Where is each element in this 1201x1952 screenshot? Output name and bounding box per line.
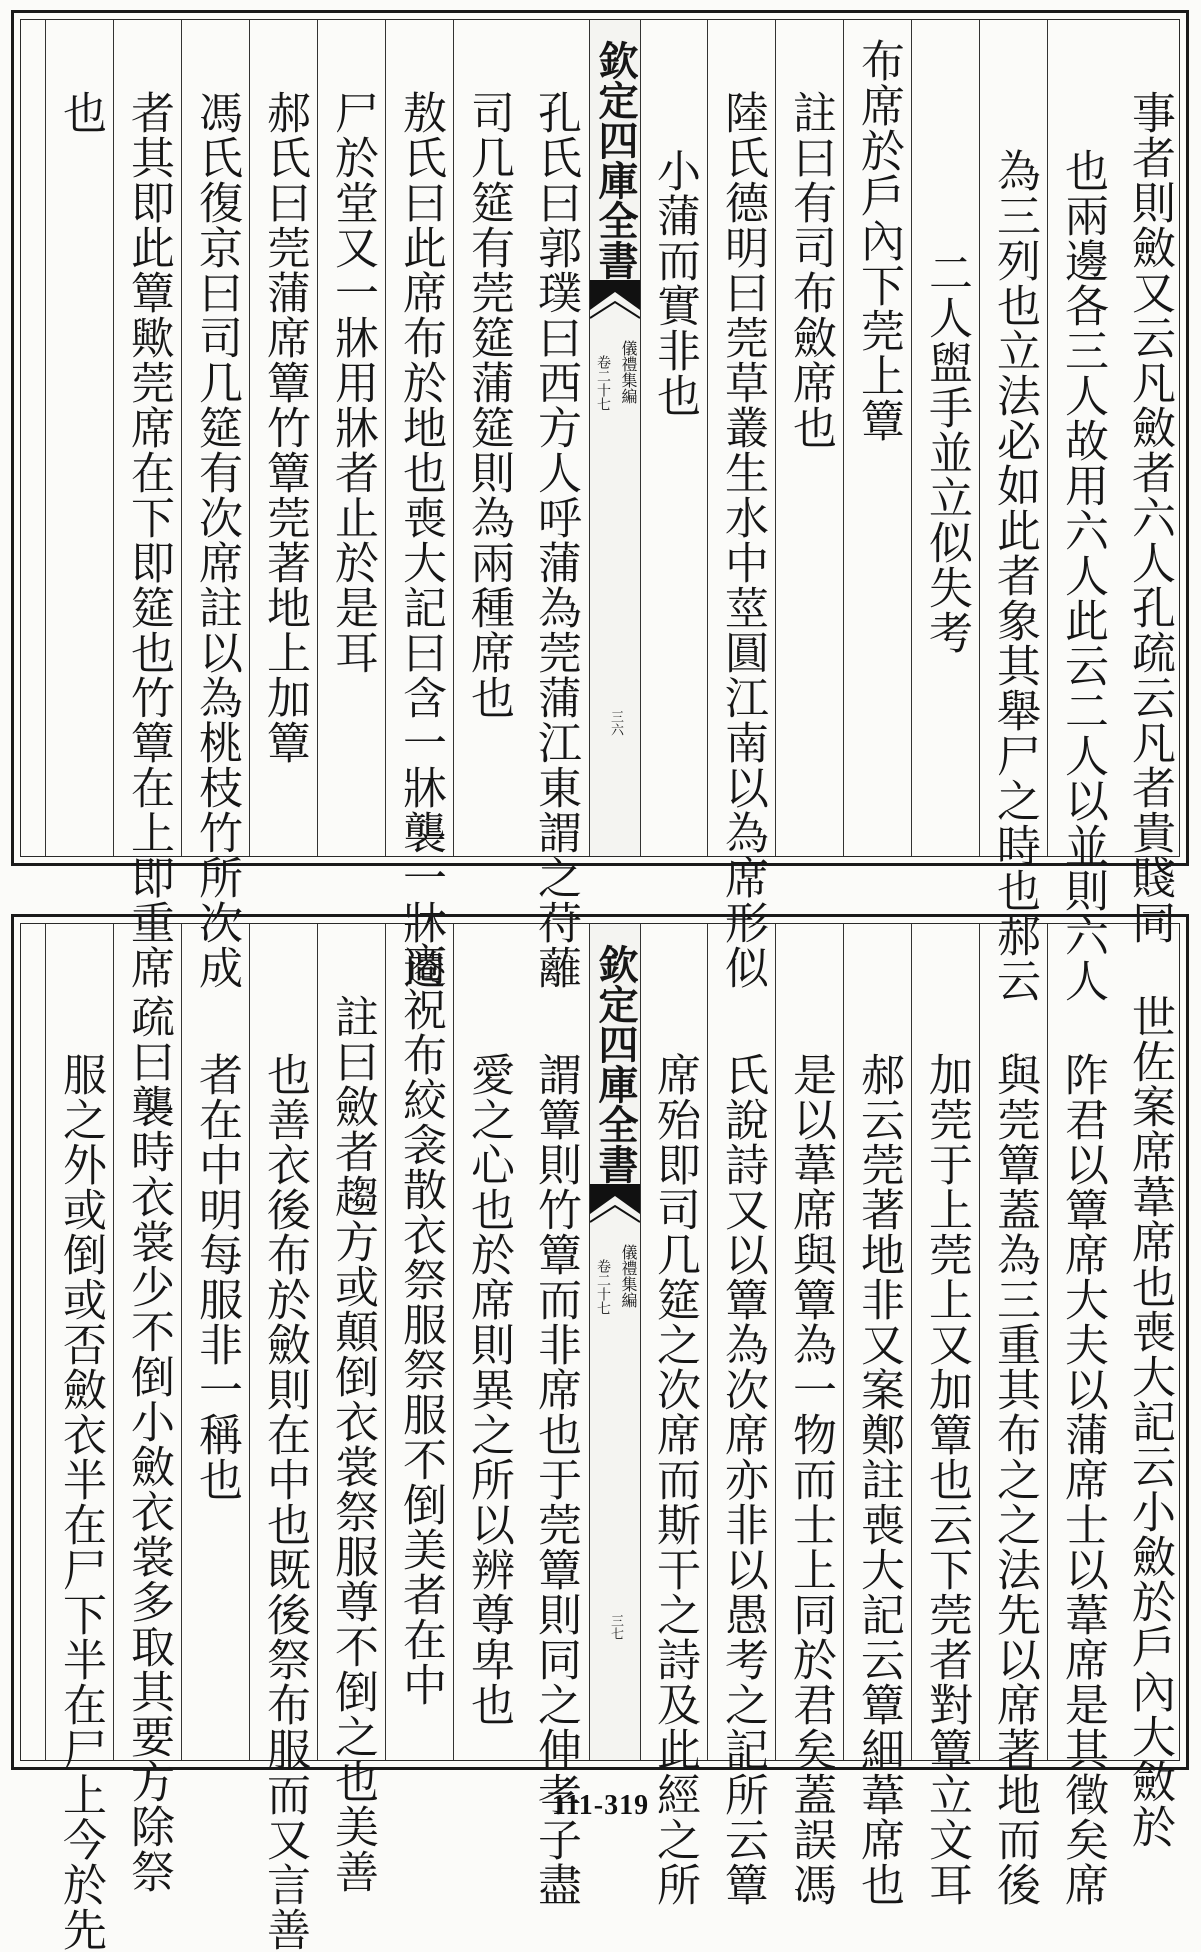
text-column: 商祝布絞衾散衣祭服祭服不倒美者在中 <box>385 924 454 1760</box>
banxin-title: 欽定四庫全書 <box>592 40 639 280</box>
text-column: 孔氏曰郭璞曰西方人呼蒲為莞蒲江東謂之苻蘺 <box>530 90 581 990</box>
text-column: 事者則斂又云凡斂者六人孔疏云凡者貴賤同 <box>1124 90 1175 945</box>
text-column: 馮氏復京曰司几筵有次席註以為桃枝竹所次成 <box>181 20 250 856</box>
text-column: 敖氏曰此席布於地也喪大記曰含一牀襲一牀遷 <box>385 20 454 856</box>
text-column: 氏說詩又以簟為次席亦非以愚考之記所云簟 <box>707 924 776 1760</box>
text-column: 疏曰襲時衣裳少不倒小斂衣裳多取其要方除祭 <box>113 924 182 1760</box>
text-column: 者其即此簟歟莞席在下即筵也竹簟在上即重席 <box>113 20 182 856</box>
text-column: 郝云莞著地非又案鄭註喪大記云簟細葦席也 <box>843 924 912 1760</box>
top-page-inner-frame <box>20 19 1180 1003</box>
banxin-title: 欽定四庫全書 <box>592 944 639 1184</box>
text-column: 也 <box>45 20 114 856</box>
banxin-book-name: 儀禮集編 <box>619 1244 638 1308</box>
text-column: 註曰斂者趨方或顛倒衣裳祭服尊不倒之也美善 <box>317 924 386 1760</box>
text-column: 愛之心也於席則異之所以辨尊卑也 <box>453 924 522 1760</box>
text-column: 司几筵有莞筵蒲筵則為兩種席也 <box>453 20 522 856</box>
text-column: 謂簟則竹簟而非席也于莞簟則同之伸孝子盡 <box>530 1052 581 1907</box>
text-column: 也善衣後布於斂則在中也既後祭布服而又言善 <box>249 924 318 1760</box>
text-column: 郝氏曰莞蒲席簟竹簟莞著地上加簟 <box>249 20 318 856</box>
banxin-center-strip <box>589 20 641 856</box>
text-column: 者在中明每服非一稱也 <box>181 924 250 1760</box>
text-column: 註曰有司布斂席也 <box>775 20 844 856</box>
banxin-leaf-number: 三七 <box>608 1614 623 1640</box>
banxin-leaf-number: 三六 <box>608 710 623 736</box>
text-column: 小蒲而實非也 <box>639 20 708 856</box>
text-column: 陸氏德明曰莞草叢生水中莖圓江南以為席形似 <box>707 20 776 856</box>
text-column: 席殆即司几筵之次席而斯干之詩及此經之所 <box>639 924 708 1760</box>
text-column: 布席於戶內下莞上簟 <box>843 20 912 856</box>
top-page <box>11 10 1189 1003</box>
page-number: 111-319 <box>551 1790 650 1821</box>
text-column: 服之外或倒或否斂衣半在尸下半在尸上今於先 <box>45 924 114 1760</box>
text-column: 加莞于上莞上又加簟也云下莞者對簟立文耳 <box>911 924 980 1760</box>
banxin-book-name: 儀禮集編 <box>619 340 638 404</box>
fish-tail-mark-icon <box>590 1184 640 1230</box>
banxin-juan-number: 卷二十七 <box>595 355 611 411</box>
text-column: 為三列也立法必如此者象其舉尸之時也郝云 <box>979 20 1048 856</box>
banxin-center-strip <box>589 924 641 1760</box>
banxin-juan-number: 卷二十七 <box>595 1259 611 1315</box>
text-column: 阼君以簟席大夫以蒲席士以葦席是其徵矣席 <box>1047 924 1116 1760</box>
text-column: 尸於堂又一牀用牀者止於是耳 <box>317 20 386 856</box>
text-column: 世佐案席葦席也喪大記云小斂於戶內大斂於 <box>1124 994 1175 1849</box>
text-column: 也兩邊各三人故用六人此云二人以並則六人 <box>1047 20 1116 856</box>
fish-tail-mark-icon <box>590 280 640 326</box>
text-column: 與莞簟蓋為三重其布之之法先以席著地而後 <box>979 924 1048 1760</box>
text-column: 是以葦席與簟為一物而士上同於君矣蓋誤馮 <box>775 924 844 1760</box>
text-column: 二人盥手並立似失考 <box>911 20 980 856</box>
